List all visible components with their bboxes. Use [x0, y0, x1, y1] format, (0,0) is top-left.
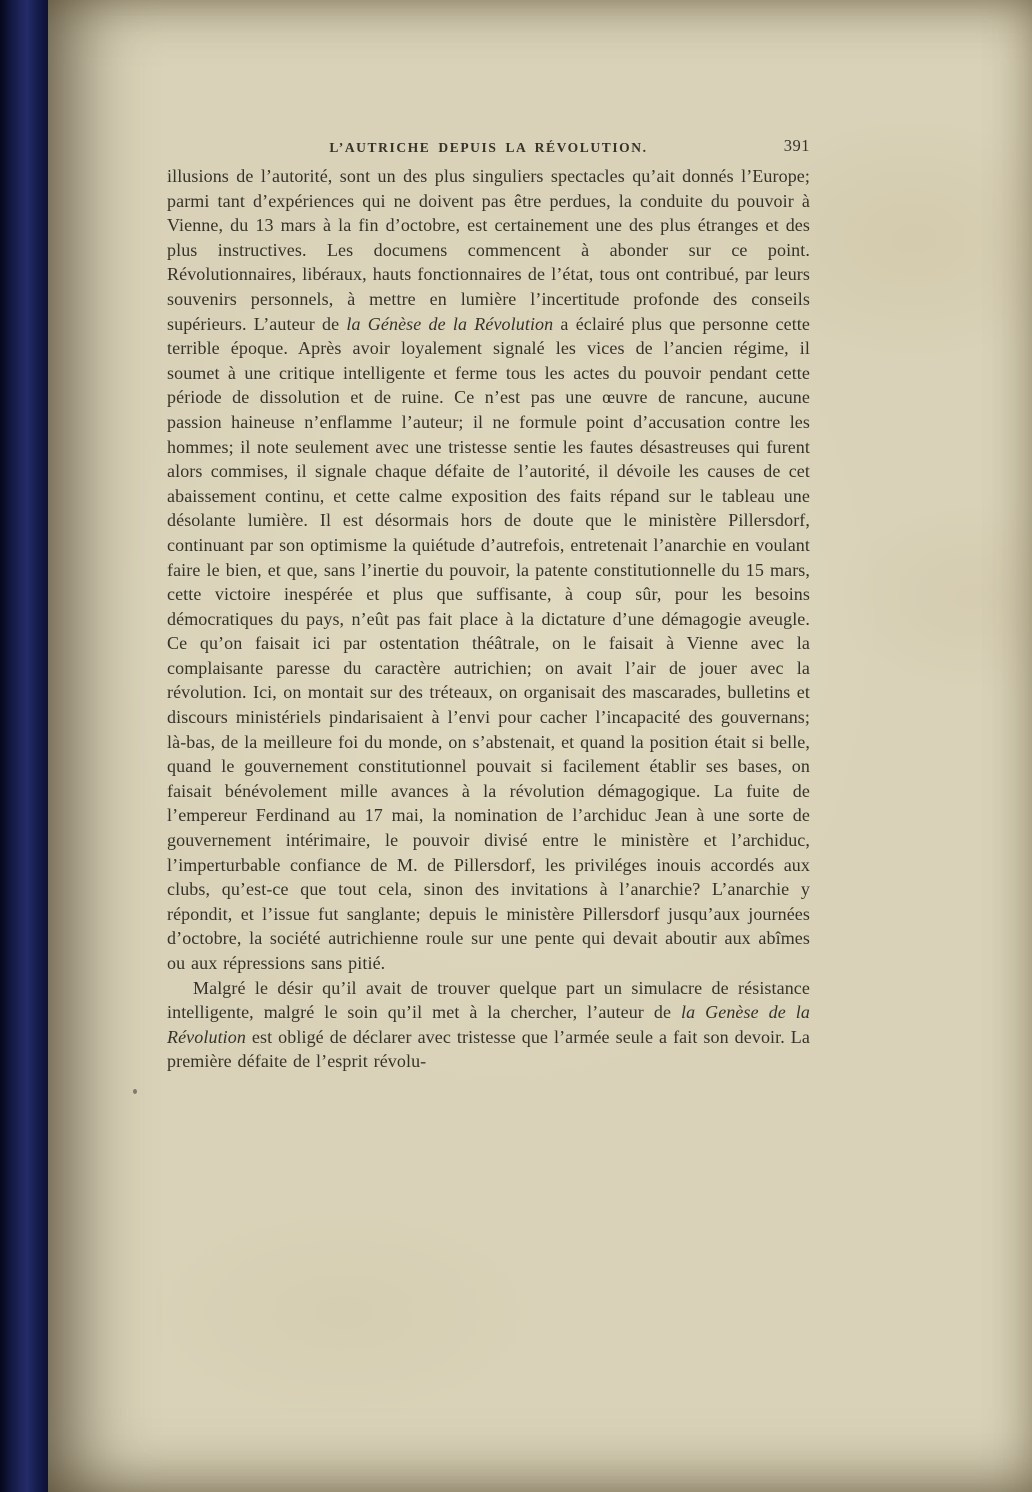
paragraph-text: Malgré le désir qu’il avait de trouver quelque part un simulacre de résistance intelligente, malgré le soin qu’il met à la chercher, l’auteur de [167, 977, 810, 1023]
book-title-italic: la Génèse de la Révolution [346, 313, 554, 334]
book-page [48, 0, 1032, 1492]
paragraph-text: a éclairé plus que personne cette terrible époque. Après avoir loyalement signalé les vices de l’ancien régime, il soumet à une critique intelligente et ferme tous les actes du pouvoir pendant cette période de dissolution et de ruine. Ce n’est pas une œuvre de rancune, aucune passion haineuse n’enflamme l’auteur; il ne formule point d’accusation contre les hommes; il note seulement avec une tristesse sentie les fautes désastreuses qui furent alors commises, il signale chaque défaite de l’autorité, il dévoile les causes de cet abaissement continu, et cette calme exposition des faits répand sur le tableau une désolante lumière. Il est désormais hors de doute que le ministère Pillersdorf, continuant par son optimisme la quiétude d’autrefois, entretenait l’anarchie en voulant faire le bien, et que, sans l’inertie du pouvoir, la patente constitutionnelle du 15 mars, cette victoire inespérée et plus que suffisante, à coup sûr, pour les besoins démocratiques du pays, n’eût pas fait place à la dictature d’une démagogie aveugle. Ce qu’on faisait ici par ostentation théâtrale, on le faisait à Vienne avec la complaisante paresse du caractère autrichien; on avait l’air de jouer avec la révolution. Ici, on montait sur des tréteaux, on organisait des mascarades, bulletins et discours ministériels pindarisaient à l’envi pour cacher l’incapacité des gouvernans; là-bas, de la meilleure foi du monde, on s’abstenait, et quand la position était si belle, quand le gouvernement constitutionnel pouvait si facilement établir ses bases, on faisait bénévolement mille avances à la révolution démagogique. La fuite de l’empereur Ferdinand au 17 mai, la nomination de l’archiduc Jean à une sorte de gouvernement intérimaire, le pouvoir divisé entre le ministère et l’archiduc, l’imperturbable confiance de M. de Pillersdorf, les priviléges inouis accordés aux clubs, qu’est-ce que tout cela, sinon des invitations à l’anarchie? L’anarchie y répondit, et l’issue fut sanglante; depuis le ministère Pillersdorf jusqu’aux journées d’octobre, la société autrichienne roule sur une pente qui devait aboutir aux abîmes ou aux répressions sans pitié. [167, 313, 810, 973]
paragraph [167, 976, 810, 1074]
page-number: 391 [783, 136, 810, 155]
text-block [167, 164, 810, 1074]
running-header: L’AUTRICHE DEPUIS LA RÉVOLUTION. [329, 140, 648, 155]
book-title-italic: la Genèse de la Révolution [167, 1002, 810, 1047]
paragraph-text: illusions de l’autorité, sont un des plus singuliers spectacles qu’ait donnés l’Europe; parmi tant d’expériences qui ne doivent pas être perdues, la conduite du pouvoir à Vienne, du 13 mars à la fin d’octobre, est certainement une des plus étranges et des plus instructives. Les documens commencent à abonder sur ce point. Révolutionnaires, libéraux, hauts fonctionnaires de l’état, tous ont contribué, par leurs souvenirs personnels, à mettre en lumière l’incertitude profonde des conseils supérieurs. L’auteur de [167, 166, 810, 334]
scan-speck [133, 1089, 137, 1094]
paragraph-text: est obligé de déclarer avec tristesse que l’armée seule a fait son devoir. La première défaite de l’esprit révolu- [167, 1026, 810, 1072]
paragraph [167, 164, 810, 976]
book-binding [0, 0, 52, 1492]
page-header [167, 136, 810, 157]
